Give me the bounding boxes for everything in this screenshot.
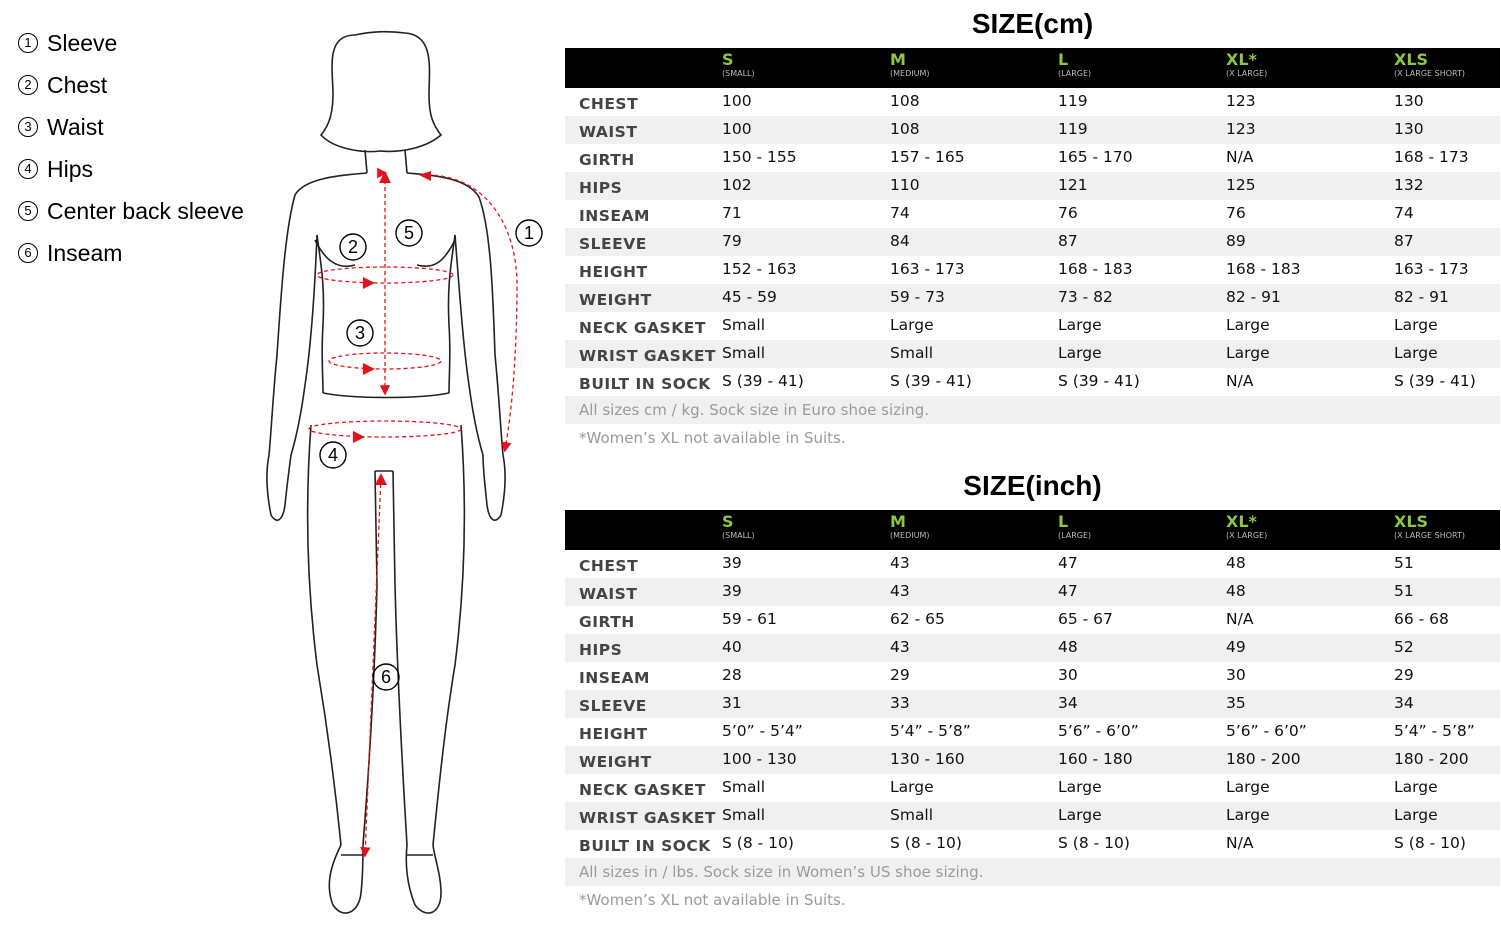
table-cell: 49 [1226,638,1246,656]
marker-5: 5 [403,223,415,243]
table-cell: 45 - 59 [722,288,777,306]
table-header [565,48,1500,88]
size-header: XLS (X LARGE SHORT) [1394,512,1465,540]
table-cell: N/A [1226,372,1254,390]
table-row [565,368,1500,396]
table-cell: 168 - 183 [1226,260,1301,278]
table-cell: S (39 - 41) [890,372,972,390]
row-label: SLEEVE [579,235,647,253]
table-cell: 76 [1226,204,1246,222]
table-cell: Small [890,806,934,824]
table-cell: 165 - 170 [1058,148,1133,166]
table-cell: 52 [1394,638,1414,656]
row-label: WEIGHT [579,753,652,771]
table-cell: Small [722,806,766,824]
table-cell: S (8 - 10) [1394,834,1466,852]
table-cell: 180 - 200 [1394,750,1469,768]
table-row [565,312,1500,340]
table-cell: 43 [890,582,910,600]
legend-label: Center back sleeve [47,197,244,224]
table-cell: 40 [722,638,742,656]
row-label: WAIST [579,585,638,603]
table-cell: Small [890,344,934,362]
table-cell: 74 [890,204,910,222]
legend-label: Sleeve [47,29,118,56]
row-label: NECK GASKET [579,319,706,337]
row-label: GIRTH [579,151,635,169]
table-cell: 108 [890,120,920,138]
table-cell: 51 [1394,554,1414,572]
table-row [565,550,1500,578]
row-label: GIRTH [579,613,635,631]
legend-number: 2 [18,75,38,95]
row-label: CHEST [579,95,639,113]
body-outline [267,32,505,913]
table-cell: 180 - 200 [1226,750,1301,768]
row-label: BUILT IN SOCK [579,837,711,855]
table-note: All sizes in / lbs. Sock size in Women’s US shoe sizing. [565,858,1500,886]
row-label: NECK GASKET [579,781,706,799]
table-cell: 48 [1226,582,1246,600]
table-cell: 30 [1058,666,1078,684]
table-cell: 66 - 68 [1394,610,1449,628]
marker-2: 2 [347,237,359,257]
table-cell: Large [890,316,934,334]
table-cell: 28 [722,666,742,684]
table-cell: 47 [1058,554,1078,572]
table-cell: 152 - 163 [722,260,797,278]
table-cell: Large [1394,316,1438,334]
table-cell: 5’6” - 6’0” [1058,722,1139,740]
table-cell: 5’4” - 5’8” [1394,722,1475,740]
table-cell: 108 [890,92,920,110]
table-row [565,690,1500,718]
size-table-inch [565,462,1500,914]
table-cell: Large [1226,806,1270,824]
row-label: INSEAM [579,669,650,687]
table-cell: S (8 - 10) [890,834,962,852]
table-row [565,746,1500,774]
size-header: S (SMALL) [722,512,755,540]
table-cell: N/A [1226,148,1254,166]
table-cell: 59 - 73 [890,288,945,306]
table-cell: 130 - 160 [890,750,965,768]
table-cell: Large [1058,806,1102,824]
table-cell: 132 [1394,176,1424,194]
legend-number: 6 [18,243,38,263]
size-header: S (SMALL) [722,50,755,78]
table-row [565,228,1500,256]
table-cell: 34 [1394,694,1414,712]
marker-3: 3 [354,323,366,343]
table-cell: S (39 - 41) [1394,372,1476,390]
measurement-guides [309,173,517,855]
table-cell: Small [722,316,766,334]
table-note: *Women’s XL not available in Suits. [579,429,846,447]
table-row [565,718,1500,746]
table-cell: 74 [1394,204,1414,222]
table-cell: 34 [1058,694,1078,712]
table-body [565,550,1500,858]
table-row [565,578,1500,606]
table-cell: 84 [890,232,910,250]
table-cell: 31 [722,694,742,712]
row-label: CHEST [579,557,639,575]
table-cell: 123 [1226,120,1256,138]
table-row [565,802,1500,830]
row-label: HIPS [579,641,623,659]
table-cell: 62 - 65 [890,610,945,628]
legend-item [18,148,244,190]
table-cell: 71 [722,204,742,222]
table-cell: 39 [722,554,742,572]
table-row [565,340,1500,368]
table-cell: 100 - 130 [722,750,797,768]
table-cell: 47 [1058,582,1078,600]
table-cell: 30 [1226,666,1246,684]
row-label: HEIGHT [579,725,648,743]
table-cell: 130 [1394,92,1424,110]
table-cell: 119 [1058,92,1088,110]
size-header: XLS (X LARGE SHORT) [1394,50,1465,78]
table-cell: 160 - 180 [1058,750,1133,768]
table-row [565,284,1500,312]
row-label: INSEAM [579,207,650,225]
table-cell: 168 - 183 [1058,260,1133,278]
figure-markers [320,220,542,690]
legend-item [18,232,244,274]
legend-number: 5 [18,201,38,221]
table-cell: Large [1058,316,1102,334]
table-cell: 157 - 165 [890,148,965,166]
table-cell: 48 [1226,554,1246,572]
table-cell: N/A [1226,610,1254,628]
table-cell: 76 [1058,204,1078,222]
size-header: XL* (X LARGE) [1226,512,1268,540]
table-cell: 100 [722,92,752,110]
table-cell: N/A [1226,834,1254,852]
table-cell: 48 [1058,638,1078,656]
table-cell: 163 - 173 [890,260,965,278]
table-row [565,830,1500,858]
size-header: M (MEDIUM) [890,50,930,78]
table-cell: 102 [722,176,752,194]
table-row [565,774,1500,802]
table-cell: 5’0” - 5’4” [722,722,803,740]
table-cell: 130 [1394,120,1424,138]
table-header [565,510,1500,550]
table-cell: 123 [1226,92,1256,110]
size-table-cm [565,0,1500,452]
hips-guide [309,421,461,437]
table-cell: Large [890,778,934,796]
table-cell: S (8 - 10) [722,834,794,852]
table-row [565,634,1500,662]
table-cell: 43 [890,554,910,572]
table-cell: 87 [1058,232,1078,250]
table-row [565,144,1500,172]
size-header: M (MEDIUM) [890,512,930,540]
table-row [565,116,1500,144]
table-cell: S (8 - 10) [1058,834,1130,852]
table-cell: S (39 - 41) [1058,372,1140,390]
table-cell: S (39 - 41) [722,372,804,390]
table-cell: 79 [722,232,742,250]
table-cell: 89 [1226,232,1246,250]
row-label: WRIST GASKET [579,809,716,827]
table-cell: 82 - 91 [1394,288,1449,306]
size-header: L (LARGE) [1058,512,1092,540]
table-cell: Large [1394,806,1438,824]
legend-number: 1 [18,33,38,53]
row-label: SLEEVE [579,697,647,715]
table-cell: 125 [1226,176,1256,194]
table-row [565,172,1500,200]
marker-6: 6 [380,667,392,687]
table-cell: Large [1226,344,1270,362]
table-note: All sizes cm / kg. Sock size in Euro shoe sizing. [565,396,1500,424]
legend-number: 4 [18,159,38,179]
measurement-legend [18,22,244,274]
table-cell: Small [722,778,766,796]
table-body [565,88,1500,396]
table-cell: Large [1394,344,1438,362]
table-cell: 51 [1394,582,1414,600]
legend-item [18,106,244,148]
legend-item [18,190,244,232]
table-row [565,606,1500,634]
table-cell: 82 - 91 [1226,288,1281,306]
table-cell: Large [1394,778,1438,796]
row-label: WAIST [579,123,638,141]
table-cell: 5’4” - 5’8” [890,722,971,740]
marker-1: 1 [523,223,535,243]
table-row [565,662,1500,690]
size-header: L (LARGE) [1058,50,1092,78]
body-measurement-figure [255,25,555,925]
table-cell: Large [1226,316,1270,334]
table-note: *Women’s XL not available in Suits. [579,891,846,909]
table-cell: Large [1226,778,1270,796]
table-cell: 29 [1394,666,1414,684]
row-label: WRIST GASKET [579,347,716,365]
table-cell: 110 [890,176,920,194]
table-cell: 119 [1058,120,1088,138]
table-cell: Large [1058,344,1102,362]
legend-label: Hips [47,155,94,182]
marker-4: 4 [327,445,339,465]
size-header: XL* (X LARGE) [1226,50,1268,78]
row-label: HIPS [579,179,623,197]
table-cell: 150 - 155 [722,148,797,166]
table-cell: Large [1058,778,1102,796]
table-row [565,88,1500,116]
table-cell: 100 [722,120,752,138]
table-cell: Small [722,344,766,362]
table-cell: 43 [890,638,910,656]
row-label: BUILT IN SOCK [579,375,711,393]
row-label: WEIGHT [579,291,652,309]
table-cell: 39 [722,582,742,600]
legend-label: Waist [47,113,104,140]
table-cell: 29 [890,666,910,684]
legend-label: Inseam [47,239,123,266]
table-cell: 5’6” - 6’0” [1226,722,1307,740]
legend-item [18,22,244,64]
legend-label: Chest [47,71,108,98]
table-cell: 65 - 67 [1058,610,1113,628]
table-row [565,200,1500,228]
row-label: HEIGHT [579,263,648,281]
table-title: SIZE(inch) [963,470,1102,501]
legend-number: 3 [18,117,38,137]
table-cell: 33 [890,694,910,712]
table-cell: 73 - 82 [1058,288,1113,306]
table-title: SIZE(cm) [971,8,1094,39]
table-cell: 35 [1226,694,1246,712]
table-cell: 168 - 173 [1394,148,1469,166]
table-cell: 163 - 173 [1394,260,1469,278]
table-cell: 59 - 61 [722,610,777,628]
table-cell: 121 [1058,176,1088,194]
table-cell: 87 [1394,232,1414,250]
legend-item [18,64,244,106]
table-row [565,256,1500,284]
